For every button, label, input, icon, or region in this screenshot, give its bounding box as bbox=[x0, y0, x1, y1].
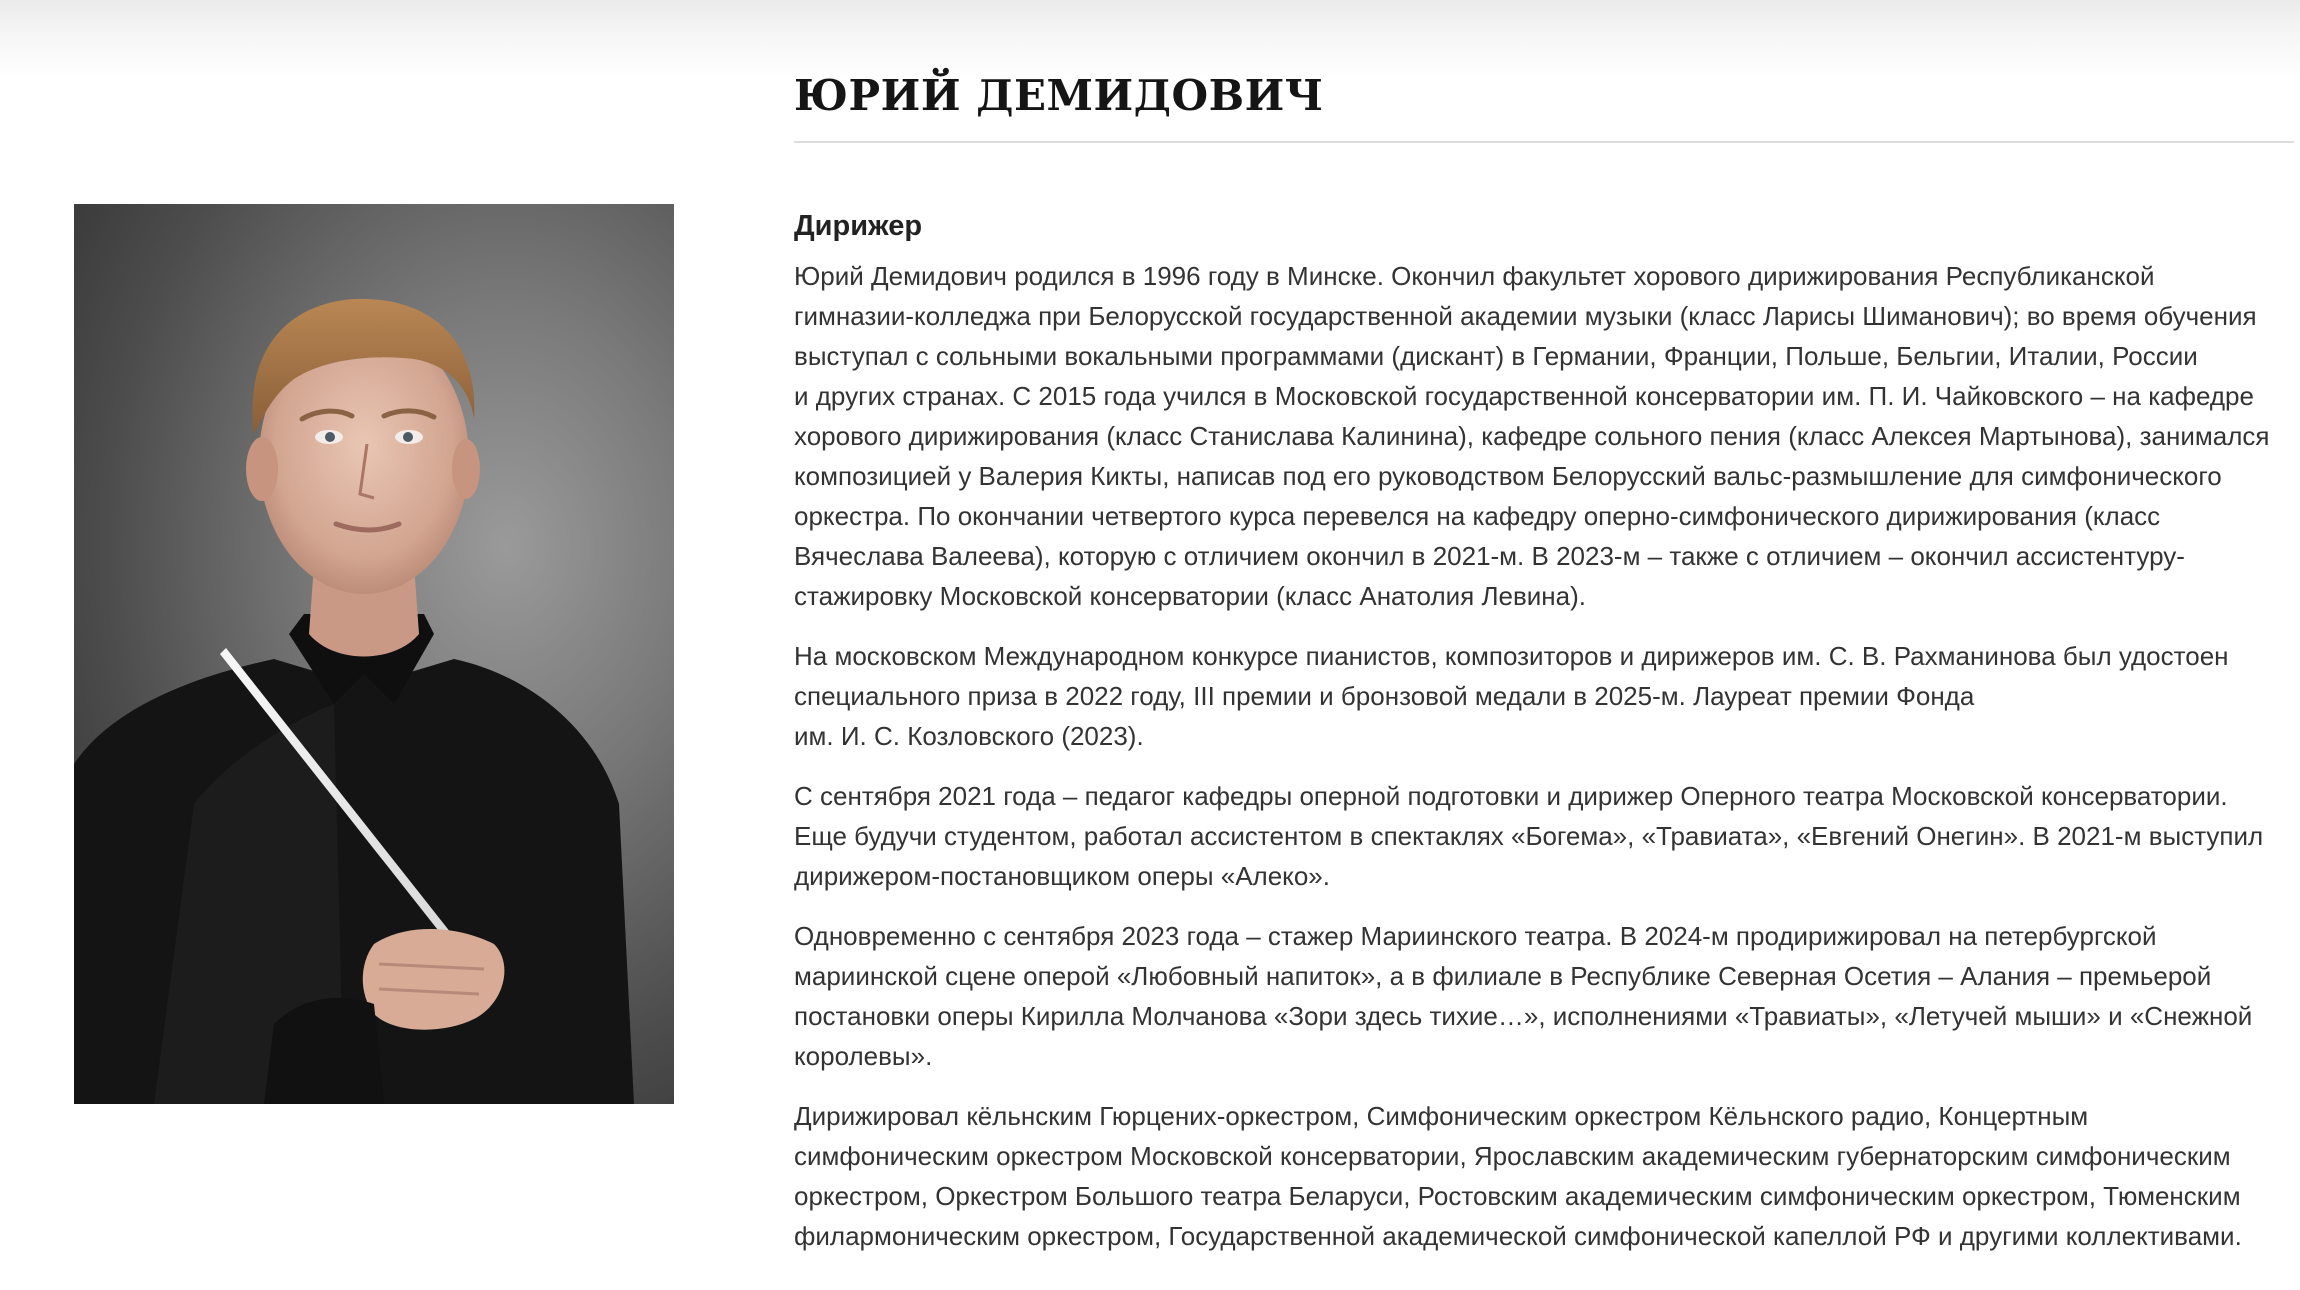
biography-section bbox=[794, 202, 2294, 1276]
bio-text-line: постановки оперы Кирилла Молчанова «Зори здесь тихие…», исполнениями «Травиаты», «Летучей мыши» и «Снежной bbox=[794, 1001, 2253, 1031]
bio-text-line: Дирижировал кёльнским Гюрцених-оркестром, Симфоническим оркестром Кёльнского радио, Концертным bbox=[794, 1101, 2089, 1131]
role-heading: Дирижер bbox=[794, 210, 923, 242]
bio-paragraph bbox=[794, 916, 2294, 1076]
bio-text-line: и других странах. С 2015 года учился в Московской государственной консерватории им. П. И. Чайковского – на кафедре bbox=[794, 381, 2254, 411]
title-divider bbox=[794, 141, 2294, 143]
bio-text-line: На московском Международном конкурсе пианистов, композиторов и дирижеров им. С. В. Рахманинова был удостоен bbox=[794, 641, 2229, 671]
bio-text-line: выступал с сольными вокальными программами (дискант) в Германии, Франции, Польше, Бельгии, Италии, России bbox=[794, 341, 2198, 371]
bio-paragraph bbox=[794, 776, 2294, 896]
bio-text-line: оркестра. По окончании четвертого курса перевелся на кафедру оперно-симфонического дирижирования (класс bbox=[794, 501, 2161, 531]
bio-text-line: хорового дирижирования (класс Станислава Калинина), кафедре сольного пения (класс Алексея Мартынова), занимался bbox=[794, 421, 2270, 451]
bio-text-line: Вячеслава Валеева), которую с отличием окончил в 2021-м. В 2023-м – также с отличием – окончил ассистентуру- bbox=[794, 541, 2185, 571]
bio-paragraph bbox=[794, 1096, 2294, 1256]
bio-text-line: мариинской сцене оперой «Любовный напиток», а в филиале в Республике Северная Осетия – Алания – премьерой bbox=[794, 961, 2212, 991]
bio-text-line: оркестром, Оркестром Большого театра Беларуси, Ростовским академическим симфоническим оркестром, Тюменским bbox=[794, 1181, 2241, 1211]
conductor-portrait bbox=[74, 204, 674, 1104]
bio-text-line: специального приза в 2022 году, III премии и бронзовой медали в 2025-м. Лауреат премии Фонда bbox=[794, 681, 1975, 711]
bio-text-line: Юрий Демидович родился в 1996 году в Минске. Окончил факультет хорового дирижирования Республиканской bbox=[794, 261, 2155, 291]
bio-paragraph bbox=[794, 636, 2294, 756]
bio-text-line: им. И. С. Козловского (2023). bbox=[794, 721, 1144, 751]
bio-text-line: симфоническим оркестром Московской консерватории, Ярославским академическим губернаторским симфоническим bbox=[794, 1141, 2231, 1171]
bio-text-line: С сентября 2021 года – педагог кафедры оперной подготовки и дирижер Оперного театра Московской консерватории. bbox=[794, 781, 2228, 811]
bio-text-line: Еще будучи студентом, работал ассистентом в спектаклях «Богема», «Травиата», «Евгений Онегин». В 2021-м выступил bbox=[794, 821, 2264, 851]
bio-text-line: филармоническим оркестром, Государственной академической симфонической капеллой РФ и другими коллективами. bbox=[794, 1221, 2242, 1251]
bio-text-line: гимназии-колледжа при Белорусской государственной академии музыки (класс Ларисы Шиманович); во время обучения bbox=[794, 301, 2257, 331]
biography-text bbox=[794, 256, 2294, 1256]
bio-text-line: дирижером-постановщиком оперы «Алеко». bbox=[794, 861, 1330, 891]
bio-text-line: композицией у Валерия Кикты, написав под его руководством Белорусский вальс-размышление для симфонического bbox=[794, 461, 2222, 491]
bio-text-line: стажировку Московской консерватории (класс Анатолия Левина). bbox=[794, 581, 1586, 611]
bio-paragraph bbox=[794, 256, 2294, 616]
page-title: ЮРИЙ ДЕМИДОВИЧ bbox=[794, 71, 1324, 120]
bio-text-line: королевы». bbox=[794, 1041, 933, 1071]
bio-text-line: Одновременно с сентября 2023 года – стажер Мариинского театра. В 2024-м продирижировал на петербургской bbox=[794, 921, 2157, 951]
